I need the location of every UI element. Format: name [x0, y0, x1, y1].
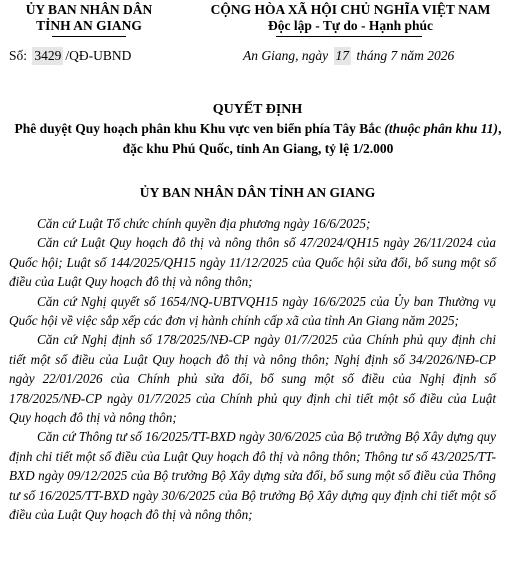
- document-number-prefix: Số:: [9, 48, 28, 63]
- legal-basis-paragraph: Căn cứ Nghị quyết số 1654/NQ-UBTVQH15 ngày 16/6/2025 của Ủy ban Thường vụ Quốc hội về việc sắp xếp các đơn vị hành chính cấp xã của tỉnh An Giang năm 2025;: [9, 293, 496, 329]
- document-title: QUYẾT ĐỊNH: [212, 102, 303, 117]
- issue-date-day-field: 17: [335, 48, 349, 63]
- national-name: CỘNG HÒA XÃ HỘI CHỦ NGHĨA VIỆT NAM: [210, 2, 491, 17]
- subtitle-part2: (thuộc phân khu 11): [384, 121, 499, 136]
- document-number: [9, 47, 131, 65]
- national-motto: Độc lập - Tự do - Hạnh phúc: [267, 18, 434, 33]
- legal-basis: [9, 214, 496, 525]
- issue-date: [243, 47, 454, 65]
- issuing-agency-line1: ỦY BAN NHÂN DÂN: [25, 2, 153, 17]
- document-subtitle: [8, 119, 508, 159]
- subtitle-part3: , đặc khu Phú Quốc, tỉnh An Giang, tỷ lệ 1/2.000: [122, 121, 502, 156]
- authority-heading: ỦY BAN NHÂN DÂN TỈNH AN GIANG: [139, 185, 376, 200]
- issue-date-suffix: tháng 7 năm 2026: [356, 48, 455, 63]
- issue-date-prefix: An Giang, ngày: [243, 48, 329, 63]
- document-number-field: 3429: [34, 48, 62, 63]
- legal-basis-paragraph: Căn cứ Nghị định số 178/2025/NĐ-CP ngày 01/7/2025 của Chính phủ quy định chi tiết một số điều của Luật Quy hoạch đô thị và nông thôn; Nghị định số 34/2026/NĐ-CP ngày 22/01/2026 của Chính phủ sửa đổi, bổ sung một số điều của Nghị định số 178/2025/NĐ-CP ngày 01/7/2025 của Chính phủ quy định chi tiết một số điều của Luật Quy hoạch đô thị và nông thôn;: [9, 332, 496, 426]
- national-title: [186, 2, 515, 34]
- document-number-suffix: /QĐ-UBND: [65, 48, 132, 63]
- issuing-agency: [0, 2, 178, 34]
- subtitle-part1: Phê duyệt Quy hoạch phân khu Khu vực ven biển phía Tây Bắc: [14, 121, 382, 136]
- legal-basis-paragraph: Căn cứ Luật Tổ chức chính quyền địa phương ngày 16/6/2025;: [37, 216, 371, 231]
- legal-basis-paragraph: Căn cứ Luật Quy hoạch đô thị và nông thôn số 47/2024/QH15 ngày 26/11/2024 của Quốc hội; Luật số 144/2025/QH15 ngày 11/12/2025 của Quốc hội sửa đổi, bổ sung một số điều của Luật Quy hoạch đô thị và nông thôn;: [9, 235, 496, 290]
- agency-underline: [52, 36, 126, 37]
- issuing-agency-line2: TỈNH AN GIANG: [36, 18, 142, 33]
- legal-basis-paragraph: Căn cứ Thông tư số 16/2025/TT-BXD ngày 30/6/2025 của Bộ trưởng Bộ Xây dựng quy định chi tiết một số điều của Luật Quy hoạch đô thị và nông thôn; Thông tư số 43/2025/TT-BXD ngày 09/12/2025 của Bộ trưởng Bộ Xây dựng sửa đổi, bổ sung một số điều của Thông tư số 16/2025/TT-BXD ngày 30/6/2025 của Bộ trưởng Bộ Xây dựng quy định chi tiết một số điều của Luật Quy hoạch đô thị và nông thôn;: [9, 429, 496, 523]
- motto-underline: [276, 36, 422, 37]
